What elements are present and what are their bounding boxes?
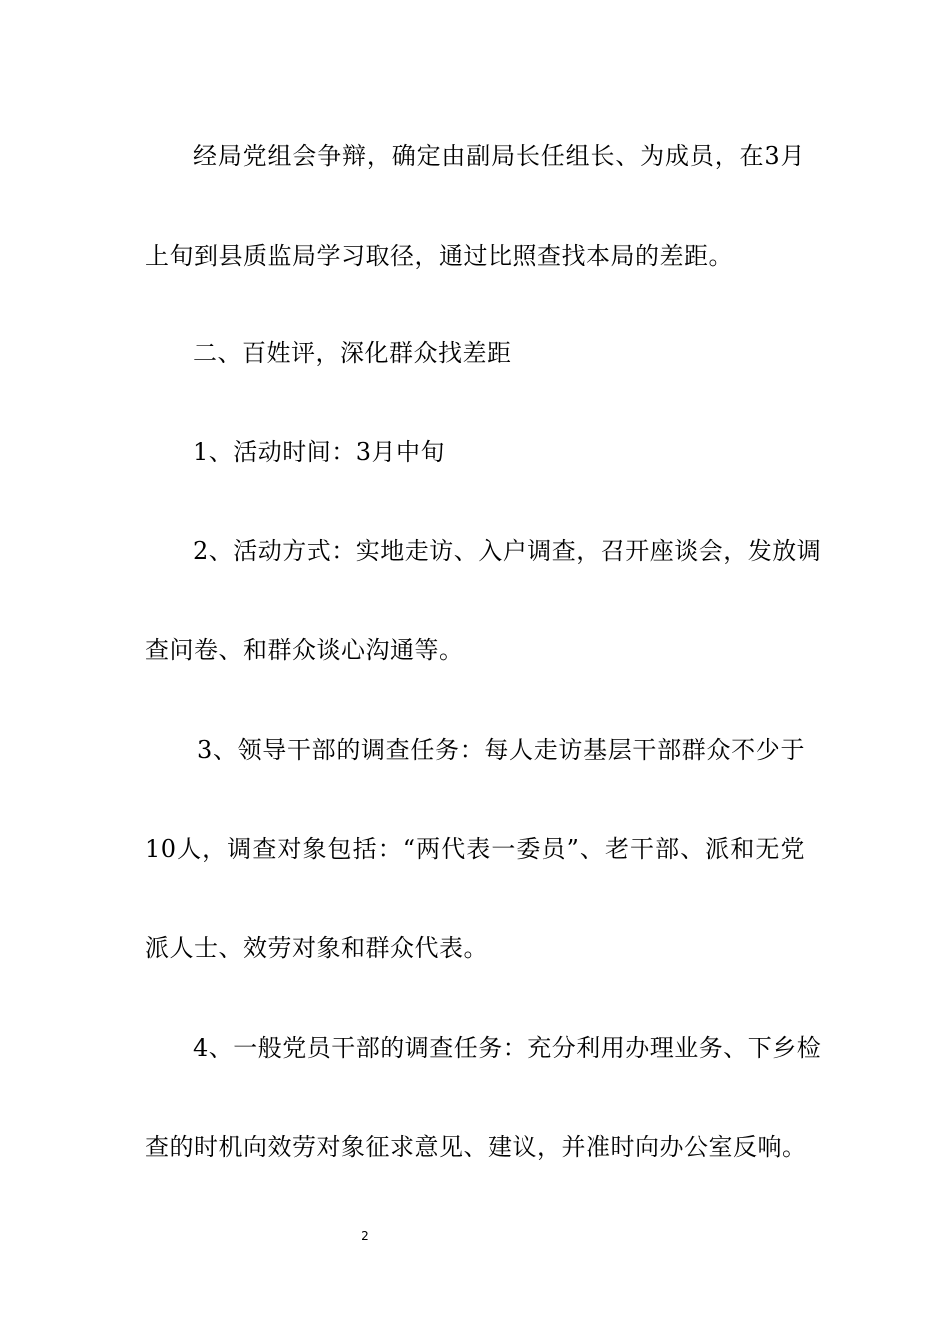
paragraph-1-line-1: 经局党组会争辩，确定由副局长任组长、为成员，在3月 <box>193 142 805 170</box>
paragraph-1-line-2: 上旬到县质监局学习取径，通过比照查找本局的差距。 <box>145 242 733 270</box>
item-3-line-1: 3、领导干部的调查任务：每人走访基层干部群众不少于 <box>197 736 805 764</box>
item-3-line-2: 10人，调查对象包括：“两代表一委员”、老干部、派和无党 <box>145 835 805 863</box>
item-4-line-1: 4、一般党员干部的调查任务：充分利用办理业务、下乡检 <box>193 1034 822 1062</box>
page-number: 2 <box>361 1229 369 1243</box>
item-4-line-2: 查的时机向效劳对象征求意见、建议，并准时向办公室反响。 <box>145 1133 807 1161</box>
item-2-line-1: 2、活动方式：实地走访、入户调查，召开座谈会，发放调 <box>193 537 822 565</box>
item-2-line-2: 查问卷、和群众谈心沟通等。 <box>145 636 464 664</box>
item-1-line-1: 1、活动时间：3月中旬 <box>193 438 446 466</box>
section-heading: 二、百姓评，深化群众找差距 <box>193 339 512 367</box>
item-3-line-3: 派人士、效劳对象和群众代表。 <box>145 934 488 962</box>
